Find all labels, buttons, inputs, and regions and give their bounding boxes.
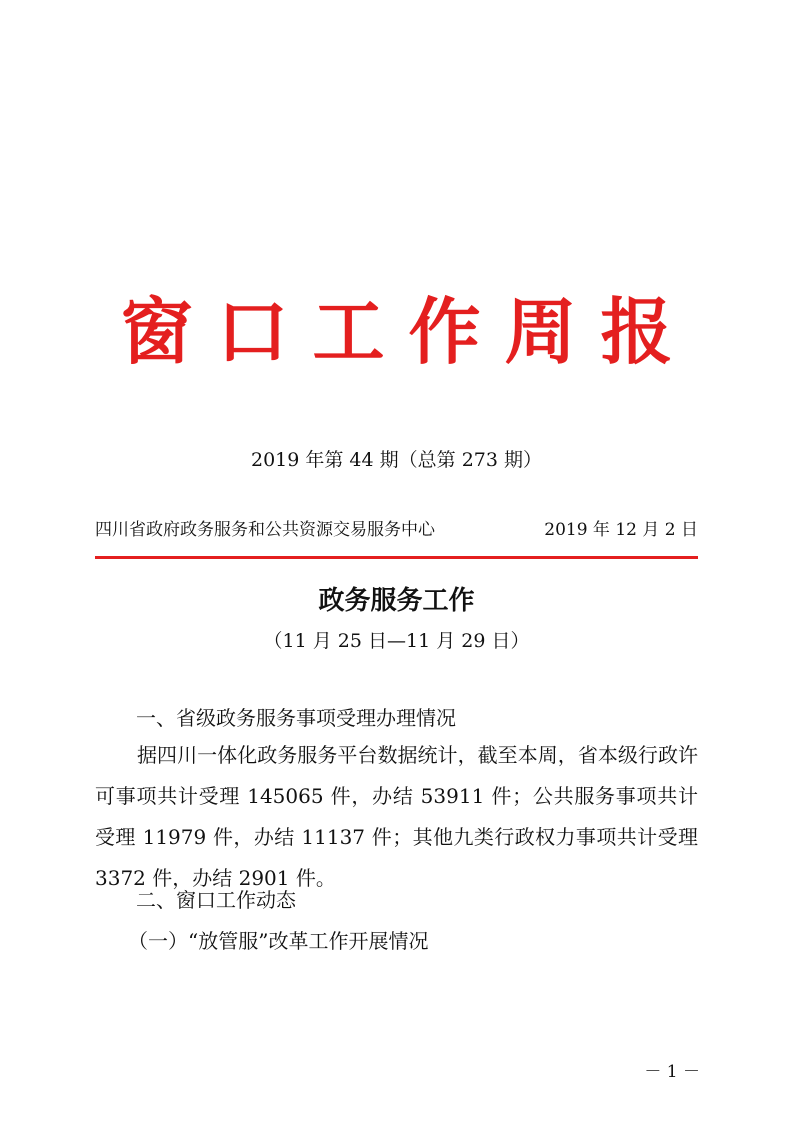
section2-heading: 二、窗口工作动态	[136, 888, 296, 912]
section1-heading: 一、省级政务服务事项受理办理情况	[136, 706, 456, 730]
masthead-title: 窗口工作周报	[120, 289, 697, 374]
publisher-name: 四川省政府政务服务和公共资源交易服务中心	[95, 520, 435, 540]
header-divider	[95, 556, 698, 559]
issue-number: 2019 年第 44 期（总第 273 期）	[251, 449, 542, 471]
page-number: － 1 －	[644, 1062, 700, 1082]
section1-body: 据四川一体化政务服务平台数据统计，截至本周，省本级行政许可事项共计受理 145065 件，办结 53911 件；公共服务事项共计受理 11979 件，办结 11137 件；其他九类行政权力事项共计受理 3372 件，办结 2901 件。	[95, 743, 698, 890]
date-range: （11 月 25 日—11 月 29 日）	[263, 630, 530, 652]
section2-subheading: （一）“放管服”改革工作开展情况	[128, 929, 429, 953]
publication-line	[95, 518, 698, 542]
publication-date: 2019 年 12 月 2 日	[544, 520, 698, 540]
document-title: 政务服务工作	[318, 586, 475, 616]
